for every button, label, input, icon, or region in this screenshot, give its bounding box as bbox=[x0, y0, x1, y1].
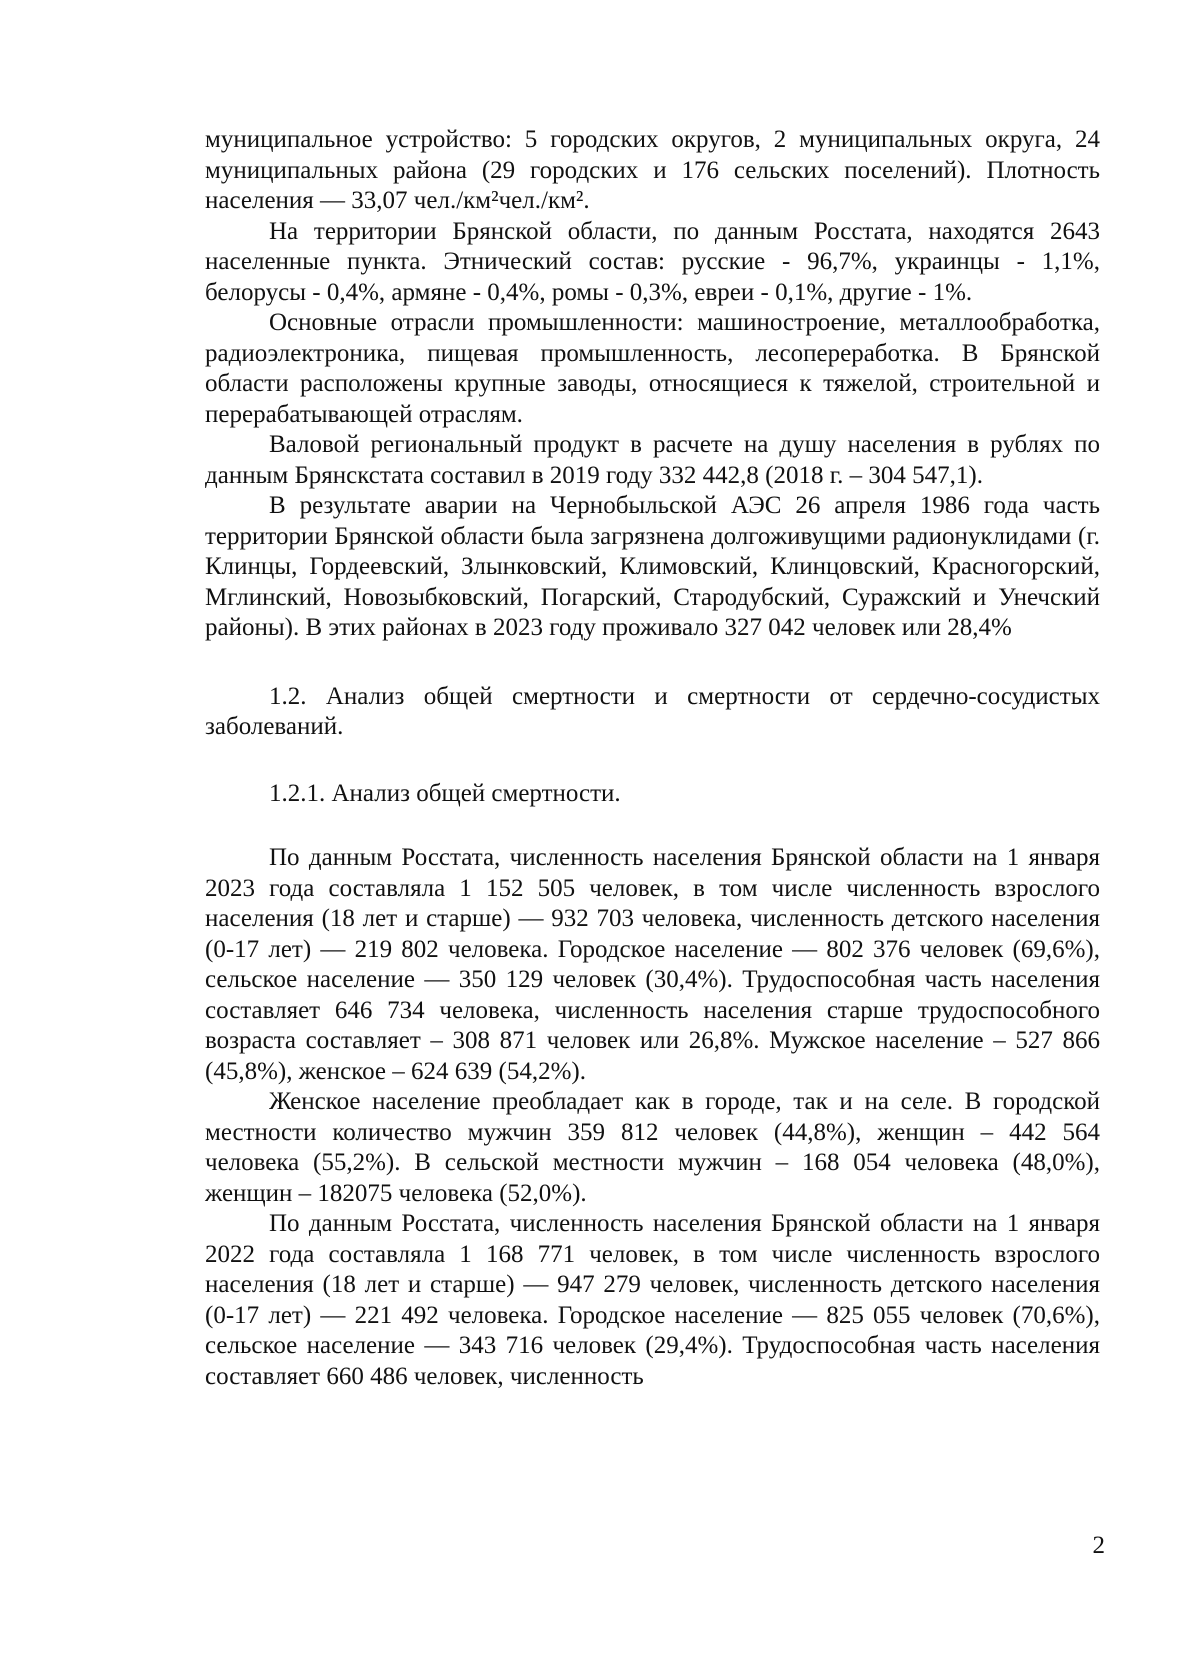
section-heading-1-2: 1.2. Анализ общей смертности и смертности от сердечно-сосудистых заболеваний. bbox=[205, 682, 1100, 740]
paragraph-municipal-structure: муниципальное устройство: 5 городских округов, 2 муниципальных округа, 24 муниципальных района (29 городских и 176 сельских поселений). Плотность населения — 33,07 чел./км²чел./км². bbox=[205, 126, 1100, 214]
paragraph-grp: Валовой региональный продукт в расчете на душу населения в рублях по данным Брянскстата составил в 2019 году 332 442,8 (2018 г. – 304 547,1). bbox=[205, 431, 1100, 489]
section-heading-1-2-1: 1.2.1. Анализ общей смертности. bbox=[269, 779, 621, 807]
paragraph-population-2023: По данным Росстата, численность населения Брянской области на 1 января 2023 года составляла 1 152 505 человек, в том числе численность взрослого населения (18 лет и старше) — 932 703 человека, численность детского населения (0-17 лет) — 219 802 человека. Городское население — 802 376 человек (69,6%), сельское население — 350 129 человек (30,4%). Трудоспособная часть населения составляет 646 734 человека, численность населения старше трудоспособного возраста составляет – 308 871 человек или 26,8%. Мужское население – 527 866 (45,8%), женское – 624 639 (54,2%). bbox=[205, 844, 1100, 1085]
paragraph-ethnic-composition: На территории Брянской области, по данным Росстата, находятся 2643 населенные пункта. Этнический состав: русские - 96,7%, украинцы - 1,1%, белорусы - 0,4%, армяне - 0,4%, ромы - 0,3%, евреи - 0,1%, другие - 1%. bbox=[205, 217, 1100, 306]
paragraph-population-2022: По данным Росстата, численность населения Брянской области на 1 января 2022 года составляла 1 168 771 человек, в том числе численность взрослого населения (18 лет и старше) — 947 279 человек, численность детского населения (0-17 лет) — 221 492 человека. Городское население — 825 055 человек (70,6%), сельское население — 343 716 человек (29,4%). Трудоспособная часть населения составляет 660 486 человек, численность bbox=[205, 1210, 1100, 1390]
paragraph-gender-distribution: Женское население преобладает как в городе, так и на селе. В городской местности количество мужчин 359 812 человек (44,8%), женщин – 442 564 человека (55,2%). В сельской местности мужчин – 168 054 человека (48,0%), женщин – 182075 человека (52,0%). bbox=[205, 1088, 1100, 1207]
paragraph-industry: Основные отрасли промышленности: машиностроение, металлообработка, радиоэлектроника, пищевая промышленность, лесопереработка. В Брянской области расположены крупные заводы, относящиеся к тяжелой, строительной и перерабатывающей отраслям. bbox=[205, 309, 1100, 428]
document-body bbox=[205, 125, 1100, 1392]
paragraph-chernobyl: В результате аварии на Чернобыльской АЭС 26 апреля 1986 года часть территории Брянской области была загрязнена долгоживущими радионуклидами (г. Клинцы, Гордеевский, Злынковский, Климовский, Клинцовский, Красногорский, Мглинский, Новозыбковский, Погарский, Стародубский, Суражский и Унечский районы). В этих районах в 2023 году проживало 327 042 человек или 28,4% bbox=[205, 492, 1100, 641]
page-number: 2 bbox=[1092, 1532, 1105, 1559]
